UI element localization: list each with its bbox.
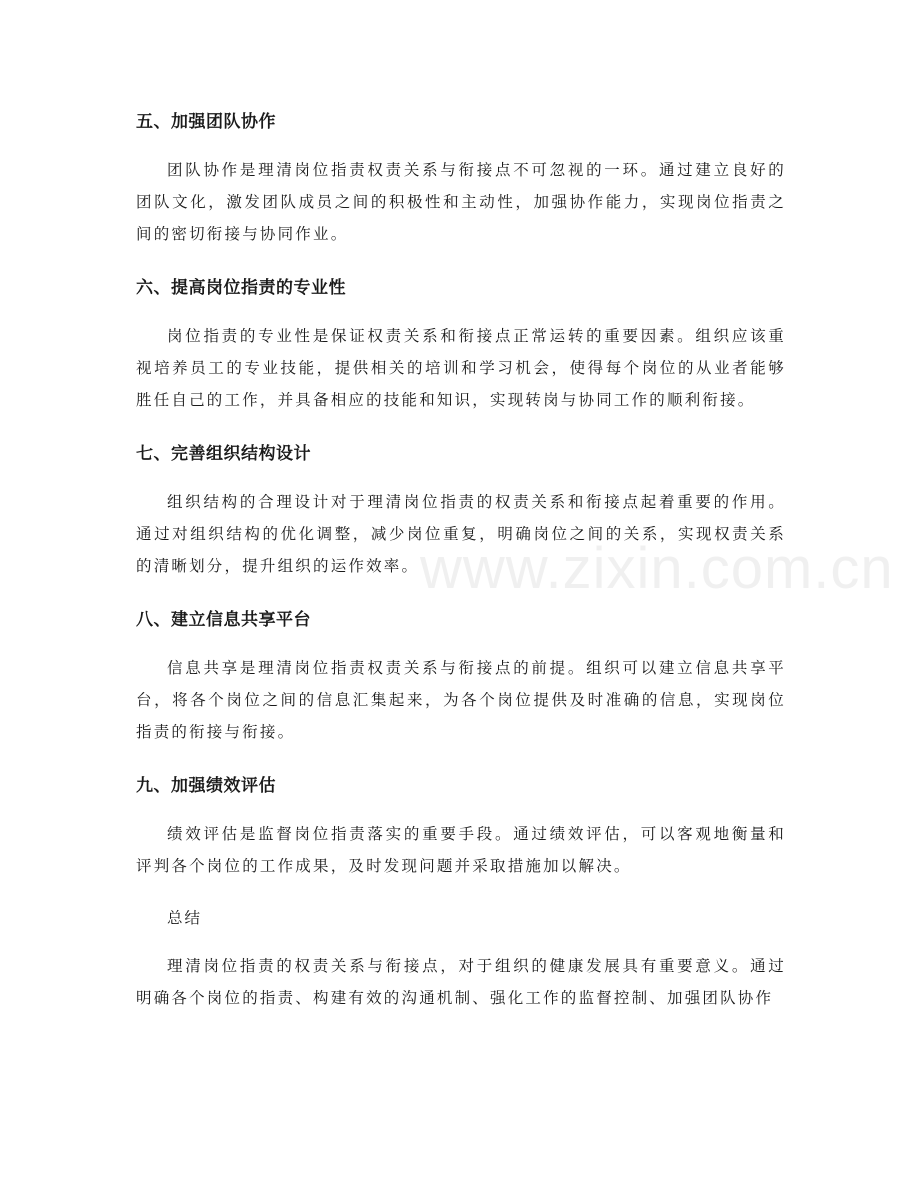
watermark: www.zixin.com.cn [420, 536, 894, 601]
section-body-8: 信息共享是理清岗位指责权责关系与衔接点的前提。组织可以建立信息共享平台，将各个岗位之间的信息汇集起来，为各个岗位提供及时准确的信息，实现岗位指责的衔接与衔接。 [136, 659, 786, 741]
section-body-9: 绩效评估是监督岗位指责落实的重要手段。通过绩效评估，可以客观地衡量和评判各个岗位的工作成果，及时发现问题并采取措施加以解决。 [136, 825, 786, 875]
summary-body: 理清岗位指责的权责关系与衔接点，对于组织的健康发展具有重要意义。通过明确各个岗位的指责、构建有效的沟通机制、强化工作的监督控制、加强团队协作 [136, 957, 786, 1007]
section-heading-7: 七、完善组织结构设计 [136, 444, 311, 464]
document-body [136, 104, 786, 1034]
section-body-5: 团队协作是理清岗位指责权责关系与衔接点不可忽视的一环。通过建立良好的团队文化，激发团队成员之间的积极性和主动性，加强协作能力，实现岗位指责之间的密切衔接与协同作业。 [136, 161, 786, 243]
summary-label: 总结 [167, 909, 203, 927]
section-heading-5: 五、加强团队协作 [136, 112, 276, 132]
section-heading-6: 六、提高岗位指责的专业性 [136, 278, 346, 298]
section-heading-8: 八、建立信息共享平台 [136, 610, 311, 630]
section-body-7: 组织结构的合理设计对于理清岗位指责的权责关系和衔接点起着重要的作用。通过对组织结构的优化调整，减少岗位重复，明确岗位之间的关系，实现权责关系的清晰划分，提升组织的运作效率。 [136, 493, 786, 575]
section-body-6: 岗位指责的专业性是保证权责关系和衔接点正常运转的重要因素。组织应该重视培养员工的专业技能，提供相关的培训和学习机会，使得每个岗位的从业者能够胜任自己的工作，并具备相应的技能和知识，实现转岗与协同工作的顺利衔接。 [136, 327, 786, 409]
section-heading-9: 九、加强绩效评估 [136, 776, 276, 796]
